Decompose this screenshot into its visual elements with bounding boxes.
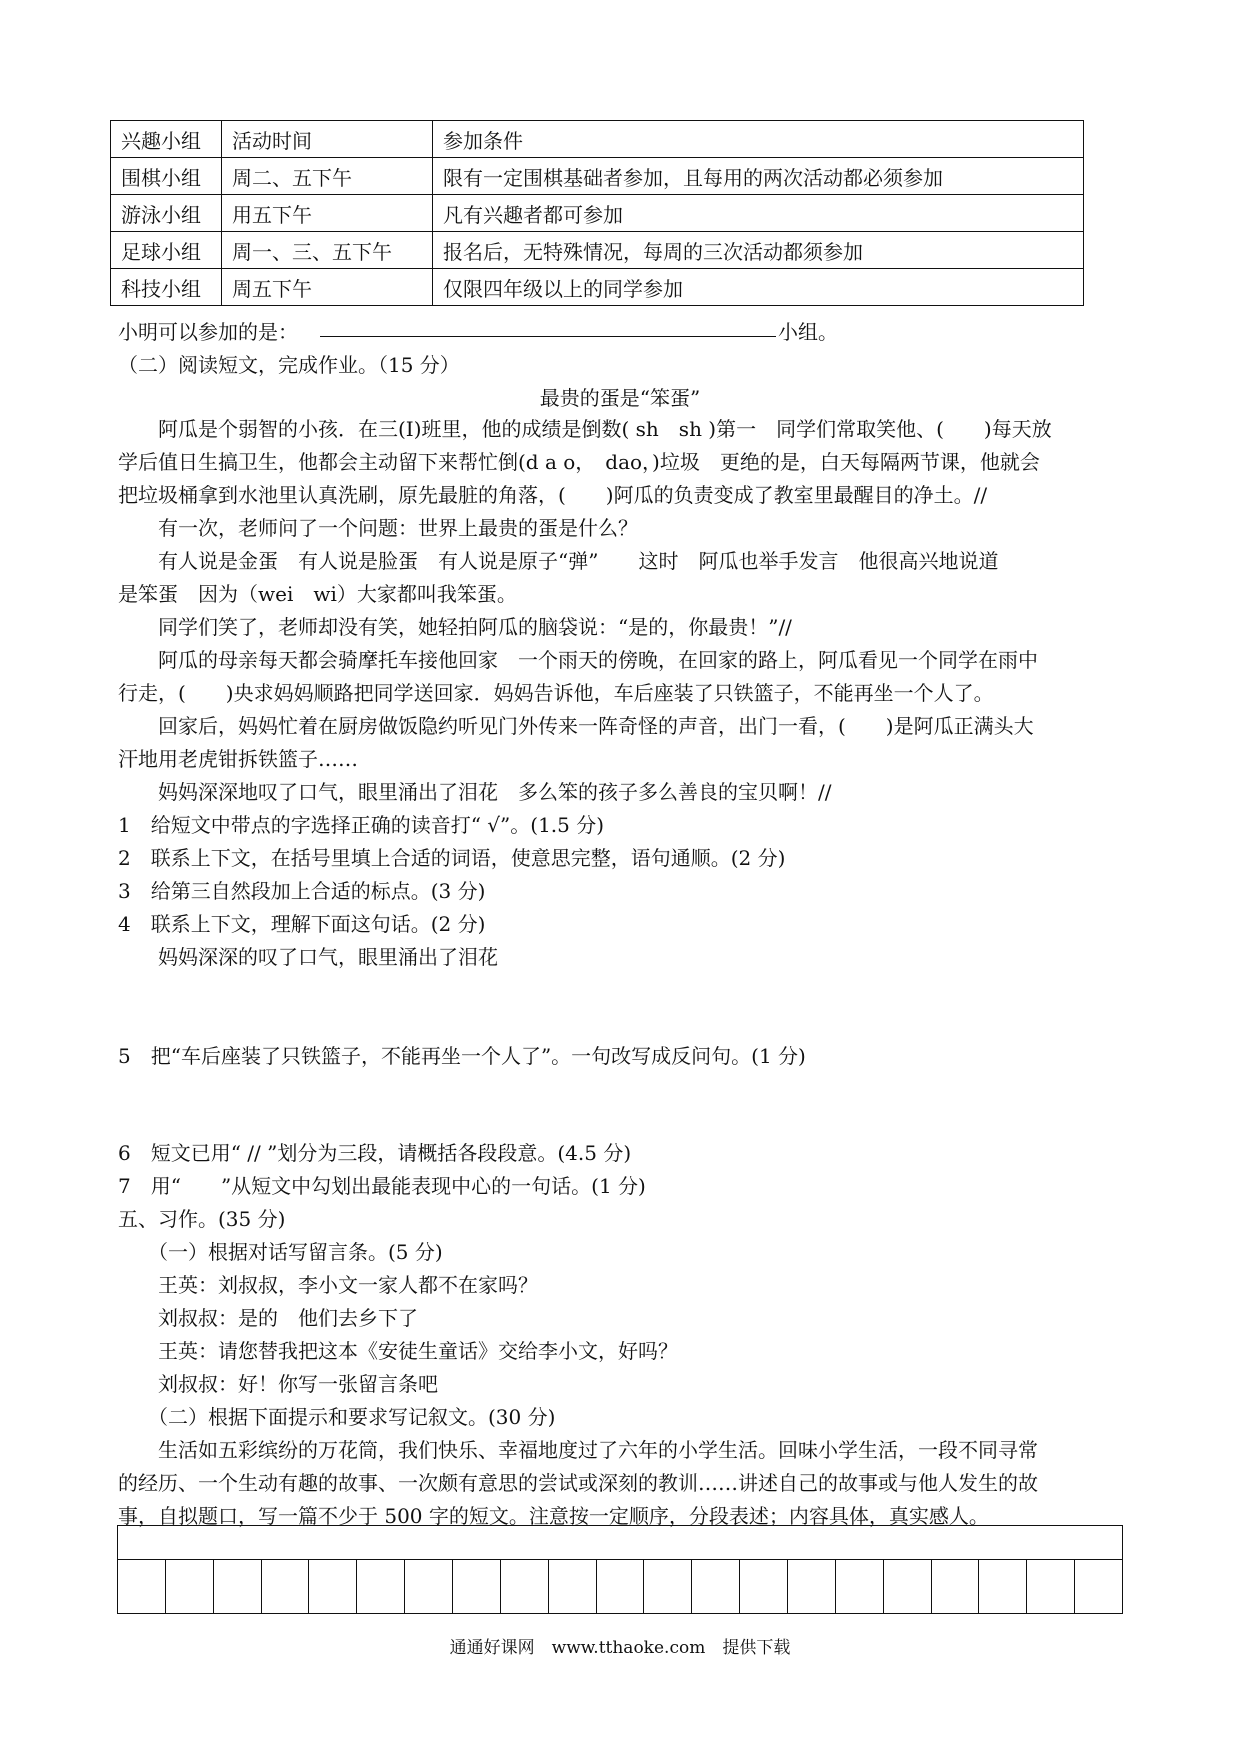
writing-cell[interactable] xyxy=(884,1560,932,1613)
table-header-row xyxy=(111,121,1084,158)
table-cell: 凡有兴趣者都可参加 xyxy=(433,195,1084,232)
table-cell: 报名后，无特殊情况，每周的三次活动都须参加 xyxy=(433,232,1084,269)
question-4-quote: 妈妈深深的叹了口气，眼里涌出了泪花 xyxy=(118,945,498,969)
story-line: 行走，( )央求妈妈顺路把同学送回家．妈妈告诉他，车后座装了只铁篮子，不能再坐一个人了。 xyxy=(118,681,994,705)
story-line: 有人说是金蛋 有人说是脸蛋 有人说是原子“弹” 这时 阿瓜也举手发言 他很高兴地说道 xyxy=(118,549,999,573)
writing-cell[interactable] xyxy=(262,1560,310,1613)
table-cell: 限有一定围棋基础者参加，且每用的两次活动都必须参加 xyxy=(433,158,1084,195)
writing-cell[interactable] xyxy=(1075,1560,1122,1613)
interest-group-table xyxy=(110,120,1084,306)
story-title: 最贵的蛋是“笨蛋” xyxy=(539,386,701,410)
story-line: 妈妈深深地叹了口气，眼里涌出了泪花 多么笨的孩子多么善良的宝贝啊！// xyxy=(118,780,832,804)
story-line: 汗地用老虎钳拆铁篮子…… xyxy=(118,747,358,771)
question-2: 2 联系上下文，在括号里填上合适的词语，使意思完整，语句通顺。(2 分) xyxy=(118,846,786,870)
question-5 xyxy=(118,1040,1130,1073)
story-line: 阿瓜是个弱智的小孩．在三(I)班里，他的成绩是倒数( sh sh )第一 同学们常取笑他、( )每天放 xyxy=(118,417,1052,441)
prompt-line: 事，自拟题口，写一篇不少于 500 字的短文。注意按一定顺序，分段表述；内容具体，真实感人。 xyxy=(118,1504,989,1528)
writing-cell[interactable] xyxy=(214,1560,262,1613)
page-footer: 通通好课网 www.tthaoke.com 提供下载 xyxy=(449,1638,791,1658)
story-line: 有一次，老师问了一个问题：世界上最贵的蛋是什么？ xyxy=(118,516,638,540)
table-cell: 足球小组 xyxy=(111,232,222,269)
table-cell: 用五下午 xyxy=(222,195,433,232)
table-cell: 科技小组 xyxy=(111,269,222,306)
writing-cell[interactable] xyxy=(357,1560,405,1613)
table-header-cell: 活动时间 xyxy=(222,121,433,158)
answer-blank[interactable] xyxy=(320,336,776,337)
table-cell: 周五下午 xyxy=(222,269,433,306)
writing-grid[interactable] xyxy=(117,1525,1123,1614)
prompt-line: 生活如五彩缤纷的万花筒，我们快乐、幸福地度过了六年的小学生活。回味小学生活，一段不同寻常 xyxy=(118,1438,1038,1462)
table-row xyxy=(111,195,1084,232)
question-7: 7 用“ ”从短文中勾划出最能表现中心的一句话。(1 分) xyxy=(118,1174,646,1198)
story-line: 是笨蛋 因为（wei wi）大家都叫我笨蛋。 xyxy=(118,582,517,606)
table-cell: 围棋小组 xyxy=(111,158,222,195)
dialogue-line: 刘叔叔：是的 他们去乡下了 xyxy=(118,1306,418,1330)
story-line: 学后值日生搞卫生，他都会主动留下来帮忙倒(d a o， dao，)垃圾 更绝的是，白天每隔两节课，他就会 xyxy=(118,450,1040,474)
story-line: 阿瓜的母亲每天都会骑摩托车接他回家 一个雨天的傍晚，在回家的路上，阿瓜看见一个同学在雨中 xyxy=(118,648,1038,672)
question-1: 1 给短文中带点的字选择正确的读音打“ √”。(1.5 分) xyxy=(118,813,605,837)
dialogue-line: 王英：刘叔叔，李小文一家人都不在家吗？ xyxy=(118,1273,538,1297)
answer-suffix: 小组。 xyxy=(778,320,838,344)
writing-grid-header-row xyxy=(118,1526,1122,1560)
question-list xyxy=(118,809,1130,974)
section-5-sub1: （一）根据对话写留言条。(5 分) xyxy=(118,1240,443,1264)
question-list-2 xyxy=(118,1137,1130,1533)
dialogue-line: 王英：请您替我把这本《安徒生童话》交给李小文，好吗？ xyxy=(118,1339,678,1363)
table-cell: 游泳小组 xyxy=(111,195,222,232)
writing-cell[interactable] xyxy=(549,1560,597,1613)
table-header-cell: 参加条件 xyxy=(433,121,1084,158)
table-cell: 仅限四年级以上的同学参加 xyxy=(433,269,1084,306)
writing-cell[interactable] xyxy=(309,1560,357,1613)
table-row xyxy=(111,158,1084,195)
table-cell: 周一、三、五下午 xyxy=(222,232,433,269)
prompt-line: 的经历、一个生动有趣的故事、一次颇有意思的尝试或深刻的教训……讲述自己的故事或与他人发生的故 xyxy=(118,1471,1038,1495)
dialogue-line: 刘叔叔：好！你写一张留言条吧 xyxy=(118,1372,438,1396)
writing-cell[interactable] xyxy=(1027,1560,1075,1613)
story-line: 同学们笑了，老师却没有笑，她轻拍阿瓜的脑袋说：“是的，你最贵！”// xyxy=(118,615,792,639)
writing-cell[interactable] xyxy=(405,1560,453,1613)
table-row xyxy=(111,232,1084,269)
writing-cell[interactable] xyxy=(597,1560,645,1613)
writing-cell[interactable] xyxy=(166,1560,214,1613)
writing-cell[interactable] xyxy=(501,1560,549,1613)
section-5-heading: 五、习作。(35 分) xyxy=(118,1207,286,1231)
writing-cell[interactable] xyxy=(979,1560,1027,1613)
question-4: 4 联系上下文，理解下面这句话。(2 分) xyxy=(118,912,486,936)
table-header-cell: 兴趣小组 xyxy=(111,121,222,158)
story-line: 回家后，妈妈忙着在厨房做饭隐约听见门外传来一阵奇怪的声音，出门一看，( )是阿瓜正满头大 xyxy=(118,714,1034,738)
answer-prompt: 小明可以参加的是： xyxy=(118,320,298,344)
story-text xyxy=(118,413,1130,809)
writing-cell[interactable] xyxy=(836,1560,884,1613)
writing-grid-cells xyxy=(118,1560,1122,1613)
writing-cell[interactable] xyxy=(692,1560,740,1613)
writing-cell[interactable] xyxy=(932,1560,980,1613)
story-line: 把垃圾桶拿到水池里认真洗刷，原先最脏的角落，( )阿瓜的负责变成了教室里最醒目的净土。// xyxy=(118,483,988,507)
writing-cell[interactable] xyxy=(644,1560,692,1613)
question-3: 3 给第三自然段加上合适的标点。(3 分) xyxy=(118,879,486,903)
writing-cell[interactable] xyxy=(453,1560,501,1613)
table-cell: 周二、五下午 xyxy=(222,158,433,195)
question-6: 6 短文已用“ // ”划分为三段，请概括各段段意。(4.5 分) xyxy=(118,1141,632,1165)
section-heading: （二）阅读短文，完成作业。（15 分） xyxy=(118,353,460,377)
writing-cell[interactable] xyxy=(118,1560,166,1613)
writing-cell[interactable] xyxy=(788,1560,836,1613)
section-5-sub2: （二）根据下面提示和要求写记叙文。(30 分) xyxy=(118,1405,556,1429)
table-row xyxy=(111,269,1084,306)
question-5-text: 5 把“车后座装了只铁篮子，不能再坐一个人了”。一句改写成反问句。(1 分) xyxy=(118,1044,806,1068)
writing-cell[interactable] xyxy=(740,1560,788,1613)
